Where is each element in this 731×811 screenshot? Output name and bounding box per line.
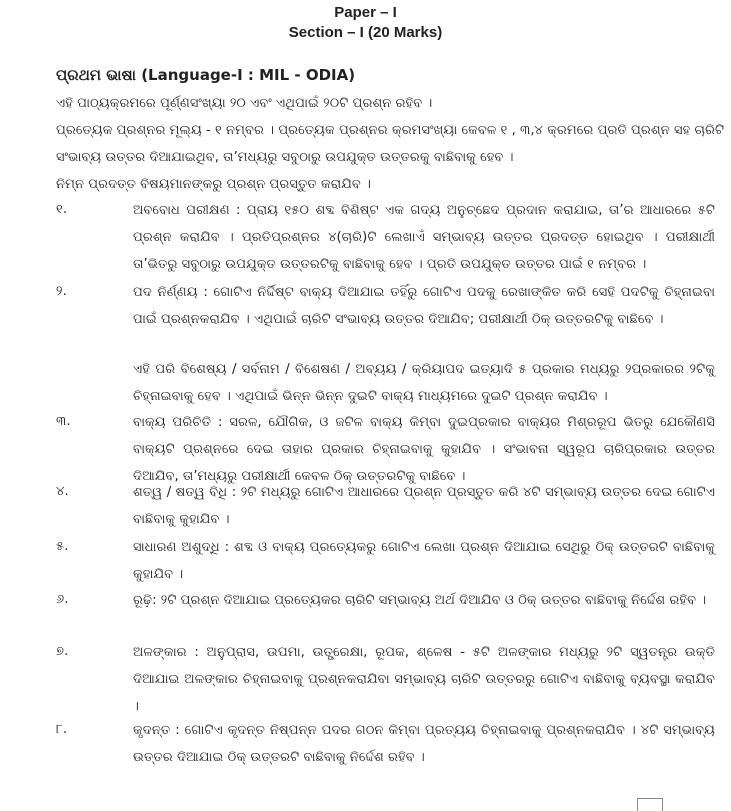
intro-line-1: ଏହି ପାଠ୍ୟକ୍ରମରେ ପୂର୍ଣ୍ଣସଂଖ୍ୟା ୨୦ ଏବଂ ଏଥିପାଇଁ ୨୦ଟି ପ୍ରଶ୍ନ ରହିବ ।: [56, 96, 433, 111]
item-number: ୬.: [56, 592, 69, 607]
intro-line-4: ନିମ୍ନ ପ୍ରଦତ୍ତ ବିଷୟମାନଙ୍କରୁ ପ୍ରଶ୍ନ ପ୍ରସ୍ତୁତ କରାଯିବ ।: [56, 177, 371, 192]
item-text: ଶତ୍ୱ / ଷତ୍ୱ ବିଧି : ୨ଟି ମଧ୍ୟରୁ ଗୋଟିଏ ଆଧାରରେ ପ୍ରଶ୍ନ ପ୍ରସ୍ତୁତ କରି ୪ଟି ସମ୍ଭାବ୍ୟ ଉତ୍ତର ଦେଇ ଗୋଟିଏ ବାଛିବାକୁ କୁହାଯିବ ।: [133, 485, 715, 527]
item-extra-text: ଏହି ପରି ବିଶେଷ୍ୟ / ସର୍ବନାମ / ବିଶେଷଣ / ଅବ୍ୟୟ / କ୍ରିୟାପଦ ଇତ୍ୟାଦି ୫ ପ୍ରକାର ମଧ୍ୟରୁ ୨ପ୍ରକାରର ୨ଟିକୁ ଚିହ୍ନାଇବାକୁ ହେବ । ଏଥିପାଇଁ ଭିନ୍ନ ଭିନ୍ନ ଦୁଇଟି ବାକ୍ୟ ମାଧ୍ୟମରେ ଦୁଇଟି ପ୍ରଶ୍ନ କରାଯିବ ।: [133, 362, 715, 404]
item-number: ୫.: [56, 539, 69, 554]
item-text: ଅବବୋଧ ପରୀକ୍ଷଣ : ପ୍ରାୟ ୧୫୦ ଶବ୍ଦ ବିଶିଷ୍ଟ ଏକ ଗଦ୍ୟ ଅନୁଚ୍ଛେଦ ପ୍ରଦାନ କରାଯାଇ, ତା’ର ଆଧାରରେ ୫ଟି ପ୍ରଶ୍ନ କରାଯିବ । ପ୍ରତିପ୍ରଶ୍ନର ୪(ଚାରି)ଟି ଲେଖାଏଁ ସମ୍ଭାବ୍ୟ ଉତ୍ତର ପ୍ରଦତ୍ତ ହୋଇଥିବ । ପରୀକ୍ଷାର୍ଥୀ ତା’ଭିତରୁ ସବୁଠାରୁ ଉପଯୁକ୍ତ ଉତ୍ତରଟିକୁ ବାଛିବାକୁ ହେବ । ପ୍ରତି ଉପଯୁକ୍ତ ଉତ୍ତର ପାଇଁ ୧ ନମ୍ବର ।: [133, 203, 715, 272]
item-number: ୭.: [56, 644, 69, 659]
page-corner-mark: [637, 798, 663, 811]
section-title: Section – I (20 Marks): [288, 24, 443, 41]
item-number: ୪.: [56, 484, 69, 499]
item-text: ରୂଢ଼ି: ୨ଟି ପ୍ରଶ୍ନ ଦିଆଯାଇ ପ୍ରତ୍ୟେକର ଚାରିଟି ସମ୍ଭାବ୍ୟ ଅର୍ଥ ଦିଆଯିବ ଓ ଠିକ୍ ଉତ୍ତର ବାଛିବାକୁ ନିର୍ଦ୍ଦେଶ ରହିବ ।: [133, 593, 707, 608]
paper-title: Paper – I: [334, 4, 397, 21]
item-text: କୃଦନ୍ତ : ଗୋଟିଏ କୃଦନ୍ତ ନିଷ୍ପନ୍ନ ପଦର ଗଠନ କିମ୍ବା ପ୍ରତ୍ୟୟ ଚିହ୍ନାଇବାକୁ ପ୍ରଶ୍ନକରାଯିବ । ୪ଟି ସମ୍ଭାବ୍ୟ ଉତ୍ତର ଦିଆଯାଇ ଠିକ୍ ଉତ୍ତରଟି ବାଛିବାକୁ ନିର୍ଦ୍ଦେଶ ରହିବ ।: [133, 723, 715, 765]
item-text: ସାଧାରଣ ଅଶୁଦ୍ଧି : ଶବ୍ଦ ଓ ବାକ୍ୟ ପ୍ରତ୍ୟେକରୁ ଗୋଟିଏ ଲେଖା ପ୍ରଶ୍ନ ଦିଆଯାଇ ସେଥିରୁ ଠିକ୍ ଉତ୍ତରଟି ବାଛିବାକୁ କୁହାଯିବ ।: [133, 540, 715, 582]
intro-line-2: ପ୍ରତ୍ୟେକ ପ୍ରଶ୍ନର ମୂଲ୍ୟ - ୧ ନମ୍ବର । ପ୍ରତ୍ୟେକ ପ୍ରଶ୍ନର କ୍ରମସଂଖ୍ୟା କେବଳ ୧ , ୩,୪ କ୍ରମରେ ପ୍ରତି ପ୍ରଶ୍ନ ସହ ଚାରିଟି: [56, 123, 725, 138]
language-heading: ପ୍ରଥମ ଭାଷା (Language-I : MIL - ODIA): [56, 66, 356, 84]
item-number: ୩.: [56, 414, 71, 429]
item-text: ପଦ ନିର୍ଣ୍ଣୟ : ଗୋଟିଏ ନିର୍ଦ୍ଦିଷ୍ଟ ବାକ୍ୟ ଦିଆଯାଇ ତହିଁରୁ ଗୋଟିଏ ପଦକୁ ରେଖାଙ୍କିତ କରି ସେହି ପଦଟିକୁ ଚିହ୍ନାଇବା ପାଇଁ ପ୍ରଶ୍ନକରାଯିବ । ଏଥିପାଇଁ ଚାରିଟି ସଂଭାବ୍ୟ ଉତ୍ତର ଦିଆଯିବ; ପରୀକ୍ଷାର୍ଥୀ ଠିକ୍ ଉତ୍ତରଟିକୁ ବାଛିବେ ।: [133, 285, 715, 327]
item-number: ୨.: [56, 284, 67, 299]
intro-line-3: ସଂଭାବ୍ୟ ଉତ୍ତର ଦିଆଯାଇଥିବ, ତା’ମଧ୍ୟରୁ ସବୁଠାରୁ ଉପଯୁକ୍ତ ଉତ୍ତରକୁ ବାଛିବାକୁ ହେବ ।: [56, 150, 514, 165]
item-number: ୧.: [56, 202, 68, 217]
item-text: ବାକ୍ୟ ପରିଚିତି : ସରଳ, ଯୌଗିକ, ଓ ଜଟିଳ ବାକ୍ୟ କିମ୍ବା ଦୁଇପ୍ରକାର ବାକ୍ୟର ମିଶ୍ରରୂପ ଭିତରୁ ଯେକୌଣସି ବାକ୍ୟଟି ପ୍ରଶ୍ନରେ ଦେଇ ତାହାର ପ୍ରକାର ଚିହ୍ନାଇବାକୁ କୁହାଯିବ । ସଂଭାବନା ସ୍ୱରୂପ ଚାରିପ୍ରକାର ଉତ୍ତର ଦିଆଯିବ, ତା’ମଧ୍ୟରୁ ପରୀକ୍ଷାର୍ଥୀ କେବଳ ଠିକ୍ ଉତ୍ତରଟିକୁ ବାଛିବେ ।: [133, 415, 715, 484]
item-text: ଅଳଙ୍କାର : ଅନୁପ୍ରାସ, ଉପମା, ଉତ୍ପ୍ରେକ୍ଷା, ରୂପକ, ଶ୍ଳେଷ - ୫ଟି ଅଳଙ୍କାର ମଧ୍ୟରୁ ୨ଟି ସ୍ୱତନ୍ତ୍ର ଉକ୍ତି ଦିଆଯାଇ ଅଳଙ୍କାର ଚିହ୍ନାଇବାକୁ ପ୍ରଶ୍ନକରାଯିବା ସମ୍ଭାବ୍ୟ ଚାରିଟି ଉତ୍ତରରୁ ଗୋଟିଏ ବାଛିବାକୁ ବ୍ୟବସ୍ଥା କରାଯିବ ।: [133, 645, 715, 714]
item-number: ୮.: [56, 722, 68, 737]
